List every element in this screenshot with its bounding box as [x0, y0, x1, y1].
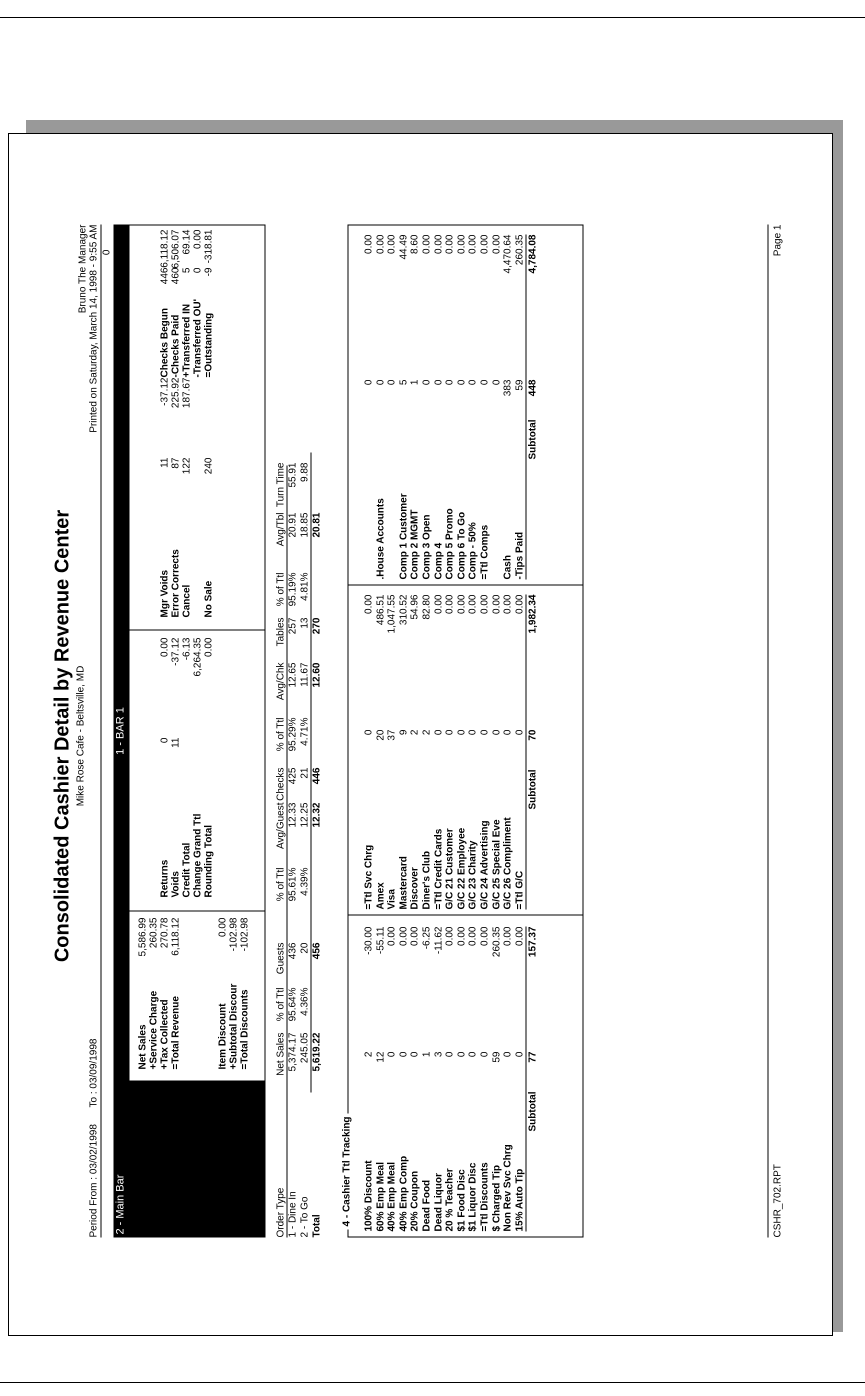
tracking-title: 4 - Cashier Ttl Tracking — [342, 1113, 353, 1229]
tracking-value: 0.00 — [386, 234, 398, 254]
returns-label: Rounding Total — [203, 824, 215, 898]
checks-value: 6,506.07 — [170, 229, 182, 269]
order-type-cell: 18.85 — [299, 512, 311, 538]
tracking-count: 12 — [375, 1051, 387, 1063]
tracking-count: 37 — [386, 729, 398, 741]
tracking-count: 0 — [409, 1051, 421, 1058]
tracking-count: 0 — [363, 379, 375, 386]
header-rule — [101, 225, 102, 1238]
tracking-value: 0.00 — [398, 926, 410, 946]
checks-count: 446 — [159, 267, 171, 285]
tracking-subtotal-rule — [526, 595, 527, 910]
order-type-cell: 95.19% — [287, 572, 299, 607]
tracking-label: $ Charged Tip — [491, 1165, 503, 1232]
returns-count: 11 — [170, 737, 182, 748]
order-type-subtotal-rule — [311, 453, 312, 1093]
discount-label: +Subtotal Discour — [228, 983, 240, 1070]
tracking-label: 40% Emp Meal — [386, 1162, 398, 1232]
voids-label: Mgr Voids — [159, 569, 171, 618]
tracking-value: 0.00 — [433, 594, 445, 614]
tracking-value: 82.80 — [421, 594, 433, 620]
rvc-bar — [114, 225, 129, 1238]
order-type-header: % of Ttl — [275, 987, 287, 1022]
voids-label: Error Corrects — [170, 549, 182, 618]
footer-rule — [768, 225, 769, 1238]
tracking-label: Dead Liquor — [433, 1173, 445, 1232]
period-from: Period From : 03/02/1998 — [88, 1124, 100, 1238]
tracking-count: 59 — [491, 1051, 503, 1063]
tracking-subtotal-value: 157.37 — [527, 926, 539, 958]
order-type-header: % of Ttl — [275, 867, 287, 902]
tracking-value: 0.00 — [479, 234, 491, 254]
tracking-label: .House Accounts — [375, 498, 387, 580]
tracking-count: 0 — [433, 729, 445, 736]
tracking-value: 0.00 — [409, 926, 421, 946]
order-type-cell: 95.29% — [287, 717, 299, 752]
checks-count: 5 — [181, 267, 193, 274]
order-type-cell: 12.25 — [299, 802, 311, 828]
tracking-value: 0.00 — [491, 234, 503, 254]
sales-label: =Total Revenue — [170, 996, 182, 1070]
tracking-label: Comp - 50% — [467, 522, 479, 580]
tracking-label: =Ttl Discounts — [479, 1162, 491, 1232]
order-type-cell: 20.91 — [287, 512, 299, 538]
tracking-count: 0 — [502, 1051, 514, 1058]
returns-counts — [160, 738, 215, 778]
tracking-count: 5 — [398, 379, 410, 386]
tracking-value: 0.00 — [502, 926, 514, 946]
order-type-cell: 425 — [287, 767, 299, 785]
tracking-label: $1 Liquor Disc — [467, 1162, 479, 1232]
discount-value: -102.98 — [239, 917, 251, 952]
discount-value: 0.00 — [217, 917, 229, 937]
tracking-count: 0 — [375, 379, 387, 386]
rvc-left-label: 2 - Main Bar — [114, 1174, 127, 1235]
tracking-label: G/C 26 Compliment — [502, 817, 514, 910]
tracking-count: 0 — [433, 379, 445, 386]
tracking-label: G/C 22 Employee — [456, 827, 468, 910]
order-type-cell: 4.36% — [299, 987, 311, 1016]
returns-labels — [160, 814, 215, 898]
tracking-label: Cash — [502, 555, 514, 580]
voids-value: 187.67 — [181, 377, 193, 409]
voids-count: 240 — [203, 457, 215, 475]
order-type-header: % of Ttl — [275, 717, 287, 752]
tracking-value: 0.00 — [386, 926, 398, 946]
order-type-total-cell: 12.32 — [311, 802, 323, 828]
order-type-header: Avg/Tbl — [275, 512, 287, 547]
tracking-count: 0 — [491, 729, 503, 736]
order-type-cell: 4.39% — [299, 867, 311, 896]
order-type-cell: 1 - Dine In — [287, 1191, 299, 1238]
returns-value: 6,264.35 — [192, 637, 204, 677]
tracking-subtotal-label: Subtotal — [527, 1091, 539, 1132]
order-type-header: % of Ttl — [275, 572, 287, 607]
tracking-subtotal-label: Subtotal — [527, 419, 539, 460]
sales-value: 5,586.99 — [137, 917, 149, 957]
order-type-cell: 2 - To Go — [299, 1196, 311, 1238]
tracking-value: 310.52 — [398, 594, 410, 626]
tracking-value: -55.11 — [375, 926, 387, 955]
tracking-count: 0 — [386, 1051, 398, 1058]
tracking-label: G/C 23 Charity — [467, 840, 479, 910]
tracking-value: 0.00 — [514, 926, 526, 946]
tracking-label: G/C 21 Customer — [444, 828, 456, 910]
tracking-value: 0.00 — [514, 594, 526, 614]
order-type-cell: 12.65 — [287, 662, 299, 688]
tracking-label: =Ttl Svc Chrg — [363, 844, 375, 910]
tracking-subtotal-rule — [526, 235, 527, 580]
tracking-value: 0.00 — [456, 234, 468, 254]
tracking-value: 8.60 — [409, 234, 421, 254]
tracking-value: 44.49 — [398, 234, 410, 260]
tracking-label: $1 Food Disc — [456, 1169, 468, 1232]
returns-label: Voids — [170, 871, 182, 898]
order-type-cell: 11.67 — [299, 662, 311, 687]
tracking-count: 2 — [363, 1051, 375, 1058]
tracking-label: Diner's Club — [421, 851, 433, 910]
page-shadow-top — [26, 120, 843, 134]
order-type-header: Order Type — [275, 1187, 287, 1238]
tracking-value: 0.00 — [467, 234, 479, 254]
printed-by: Bruno The Manager — [77, 224, 89, 314]
order-type-cell: 5,374.17 — [287, 1032, 299, 1072]
tracking-subtotal-label: Subtotal — [527, 769, 539, 810]
tracking-value: 0.00 — [502, 594, 514, 614]
voids-value: -37.12 — [159, 377, 171, 406]
tracking-value: 0.00 — [433, 234, 445, 254]
tracking-count: 0 — [479, 729, 491, 736]
tracking-label: Non Rev Svc Chrg — [502, 1144, 514, 1232]
tracking-count: 3 — [433, 1051, 445, 1058]
checks-count: 0 — [192, 267, 204, 274]
checks-labels — [160, 299, 215, 378]
tracking-value: 0.00 — [479, 926, 491, 946]
tracking-label: 20 % Teacher — [444, 1168, 456, 1232]
order-type-cell: 4.81% — [299, 572, 311, 601]
tracking-value: 0.00 — [375, 234, 387, 254]
tracking-value: 0.00 — [456, 594, 468, 614]
order-type-cell: 245.05 — [299, 1032, 311, 1064]
returns-count: 0 — [159, 737, 171, 744]
sales-label: Net Sales — [137, 1024, 149, 1070]
tracking-count: 0 — [502, 729, 514, 736]
tracking-count: 0 — [467, 729, 479, 736]
tracking-count: 0 — [467, 1051, 479, 1058]
order-type-cell: 55.91 — [287, 462, 299, 488]
tracking-label: 100% Discount — [363, 1160, 375, 1232]
order-type-cell: 95.61% — [287, 867, 299, 902]
checks-label: Checks Begun — [159, 308, 171, 378]
tracking-count: 0 — [456, 729, 468, 736]
tracking-count: 383 — [502, 379, 514, 397]
tracking-label: =Ttl G/C — [514, 870, 526, 910]
period-to: To : 03/09/1998 — [88, 1038, 100, 1108]
tracking-count: 9 — [398, 729, 410, 736]
tracking-label: Comp 4 — [433, 542, 445, 580]
voids-label: Cancel — [181, 584, 193, 618]
order-type-cell: 12.33 — [287, 802, 299, 828]
tracking-count: 0 — [386, 379, 398, 386]
order-type-total-cell: 456 — [311, 942, 323, 960]
returns-label: Change Grand Ttl — [192, 813, 204, 898]
voids-values — [160, 378, 193, 448]
returns-value: -6.13 — [181, 637, 193, 661]
tracking-value: 0.00 — [363, 594, 375, 614]
tracking-label: G/C 24 Advertising — [479, 820, 491, 910]
tracking-value: 4,470.64 — [502, 234, 514, 274]
tracking-value: 0.00 — [444, 234, 456, 254]
tracking-value: 0.00 — [467, 926, 479, 946]
tracking-value: -30.00 — [363, 926, 375, 955]
checks-label: -Transferred OU' — [192, 298, 204, 378]
order-type-cell: 21 — [299, 767, 311, 779]
tracking-count: 0 — [456, 1051, 468, 1058]
checks-label: +Transferred IN — [181, 303, 193, 378]
tracking-value: 0.00 — [444, 926, 456, 946]
tracking-subtotal-value: 4,784.08 — [527, 234, 539, 274]
tracking-subtotal-rule — [526, 927, 527, 1232]
returns-label: Returns — [159, 859, 171, 898]
footer-page: Page 1 — [772, 224, 784, 257]
discount-value: -102.98 — [228, 917, 240, 952]
printed-on: Printed on Saturday, March 14, 1998 - 9:55 AM — [88, 224, 100, 433]
voids-count — [193, 458, 204, 498]
discount-label: Item Discount — [217, 1003, 229, 1070]
tracking-label: 40% Emp Comp — [398, 1155, 410, 1232]
voids-counts — [160, 458, 215, 498]
tracking-label: =Ttl Credit Cards — [433, 828, 445, 910]
tracking-divider-1 — [348, 915, 584, 916]
voids-value: 225.92 — [170, 377, 182, 409]
returns-count — [193, 738, 204, 778]
tracking-count: 0 — [514, 1051, 526, 1058]
order-type-header: Avg/Guest — [275, 802, 287, 850]
order-type-cell: 9.88 — [299, 462, 311, 482]
returns-value: -37.12 — [170, 637, 182, 666]
tracking-value: 260.35 — [514, 234, 526, 266]
tracking-label: Visa — [386, 889, 398, 910]
returns-count — [204, 738, 215, 778]
tracking-count: 0 — [514, 729, 526, 736]
tracking-subtotal-count: 448 — [527, 379, 539, 397]
tracking-count: 20 — [375, 729, 387, 741]
order-type-header: Tables — [275, 617, 287, 647]
returns-value: 0.00 — [159, 637, 171, 657]
tracking-value: 260.35 — [491, 926, 503, 958]
order-type-total-cell: 12.60 — [311, 662, 323, 688]
tracking-label: Comp 2 MGMT — [409, 509, 421, 580]
checks-values — [160, 230, 215, 290]
order-type-cell: 95.64% — [287, 987, 299, 1022]
checks-value: 69.14 — [181, 229, 193, 255]
tracking-label: 15% Auto Tip — [514, 1168, 526, 1232]
returns-values — [160, 638, 215, 728]
tracking-value: 0.00 — [421, 234, 433, 254]
tracking-count: 1 — [421, 1051, 433, 1058]
tracking-count: 0 — [398, 1051, 410, 1058]
tracking-label: Discover — [409, 867, 421, 910]
voids-label: No Sale — [203, 580, 215, 618]
tracking-label: Comp 1 Customer — [398, 493, 410, 580]
tracking-count: 0 — [421, 379, 433, 386]
order-type-total-cell: 446 — [311, 767, 323, 785]
tracking-value: -11.62 — [433, 926, 445, 955]
checks-label: =Outstanding — [203, 312, 215, 378]
rotated-report — [8, 135, 833, 1338]
tracking-value: 486.51 — [375, 594, 387, 626]
checks-label: -Checks Paid — [170, 314, 182, 378]
discount-label: =Total Discounts — [239, 989, 251, 1070]
footer-file: CSHR_702.RPT — [772, 1164, 784, 1238]
tracking-value: -6.25 — [421, 926, 433, 950]
order-type-header-rule — [287, 466, 288, 1238]
order-type-cell: 257 — [287, 617, 299, 635]
order-type-total-cell: 20.81 — [311, 512, 323, 538]
bottom-rule — [0, 1382, 865, 1383]
returns-value: 0.00 — [203, 637, 215, 657]
tracking-count: 2 — [421, 729, 433, 736]
checks-count: -9 — [203, 267, 215, 277]
sales-label: +Tax Collected — [159, 999, 171, 1070]
tracking-label: Comp 3 Open — [421, 514, 433, 580]
returns-label: Credit Total — [181, 842, 193, 898]
voids-labels — [160, 549, 215, 617]
checks-value: 6,118.12 — [159, 229, 171, 268]
sales-value: 6,118.12 — [170, 917, 182, 956]
tracking-label: 20% Coupon — [409, 1170, 421, 1232]
tracking-value: 54.96 — [409, 594, 421, 620]
page-shadow-right — [833, 120, 843, 1332]
sales-value: 270.78 — [159, 917, 171, 949]
voids-count: 87 — [170, 457, 182, 469]
summary-divider-1 — [129, 911, 266, 912]
order-type-total-cell: Total — [311, 1214, 323, 1238]
tracking-label: =Ttl Comps — [479, 524, 491, 580]
order-type-header: Turn Time — [275, 462, 287, 508]
tracking-value: 0.00 — [479, 594, 491, 614]
tracking-count: 0 — [444, 729, 456, 736]
tracking-count: 0 — [363, 729, 375, 736]
tracking-label: -Tips Paid — [514, 531, 526, 580]
sales-label: +Service Charge — [148, 990, 160, 1070]
order-type-header: Net Sales — [275, 1032, 287, 1076]
tracking-label: Mastercard — [398, 856, 410, 910]
tracking-subtotal-value: 1,982.34 — [527, 594, 539, 634]
tracking-count: 1 — [409, 379, 421, 386]
rvc-center-label: 1 - BAR 1 — [114, 707, 127, 755]
order-type-total-cell: 270 — [311, 617, 323, 635]
tracking-subtotal-count: 77 — [527, 1051, 539, 1063]
tracking-count: 0 — [456, 379, 468, 386]
tracking-count: 0 — [479, 1051, 491, 1058]
order-type-cell: 20 — [299, 942, 311, 954]
returns-count — [182, 738, 193, 778]
order-type-header: Guests — [275, 942, 287, 975]
tracking-value: 0.00 — [456, 926, 468, 946]
tracking-value: 1,047.55 — [386, 594, 398, 634]
tracking-count: 0 — [491, 379, 503, 386]
page-number: 0 — [101, 249, 113, 256]
voids-count: 11 — [159, 457, 171, 468]
order-type-header: Avg/Chk — [275, 662, 287, 701]
tracking-count: 0 — [479, 379, 491, 386]
tracking-label: Comp 5 Promo — [444, 508, 456, 580]
report-title: Consolidated Cashier Detail by Revenue Center — [51, 509, 74, 963]
voids-label — [193, 549, 204, 617]
order-type-cell: 436 — [287, 942, 299, 960]
order-type-cell: 4.71% — [299, 717, 311, 746]
tracking-label: G/C 25 Special Eve — [491, 819, 503, 910]
tracking-value: 0.00 — [491, 594, 503, 614]
order-type-table — [276, 225, 336, 1238]
order-type-cell: 13 — [299, 617, 311, 629]
sales-values — [138, 918, 182, 1008]
voids-count: 122 — [181, 457, 193, 475]
discount-values — [218, 918, 251, 1008]
order-type-header: Checks — [275, 767, 287, 801]
tracking-label: 60% Emp Meal — [375, 1162, 387, 1232]
report-subtitle: Mike Rose Cafe - Beltsville, MD — [75, 665, 87, 807]
top-rule — [0, 17, 865, 18]
tracking-value: 0.00 — [467, 594, 479, 614]
tracking-count: 0 — [444, 1051, 456, 1058]
tracking-label: Dead Food — [421, 1179, 433, 1232]
checks-value: 0.00 — [192, 229, 204, 249]
summary-divider-2 — [129, 630, 266, 631]
tracking-divider-2 — [348, 585, 584, 586]
tracking-label: Amex — [375, 882, 387, 910]
summary-left-bar — [129, 1081, 266, 1238]
tracking-count: 59 — [514, 379, 526, 391]
tracking-count: 0 — [467, 379, 479, 386]
checks-value: -318.81 — [203, 229, 215, 264]
tracking-subtotal-count: 70 — [527, 729, 539, 741]
tracking-value: 0.00 — [444, 594, 456, 614]
tracking-label: Comp 6 To Go — [456, 511, 468, 580]
order-type-total-cell: 5,619.22 — [311, 1032, 323, 1072]
sales-value: 260.35 — [148, 917, 160, 949]
tracking-value: 0.00 — [363, 234, 375, 254]
tracking-count: 0 — [444, 379, 456, 386]
checks-count: 460 — [170, 267, 182, 285]
tracking-count: 2 — [409, 729, 421, 736]
